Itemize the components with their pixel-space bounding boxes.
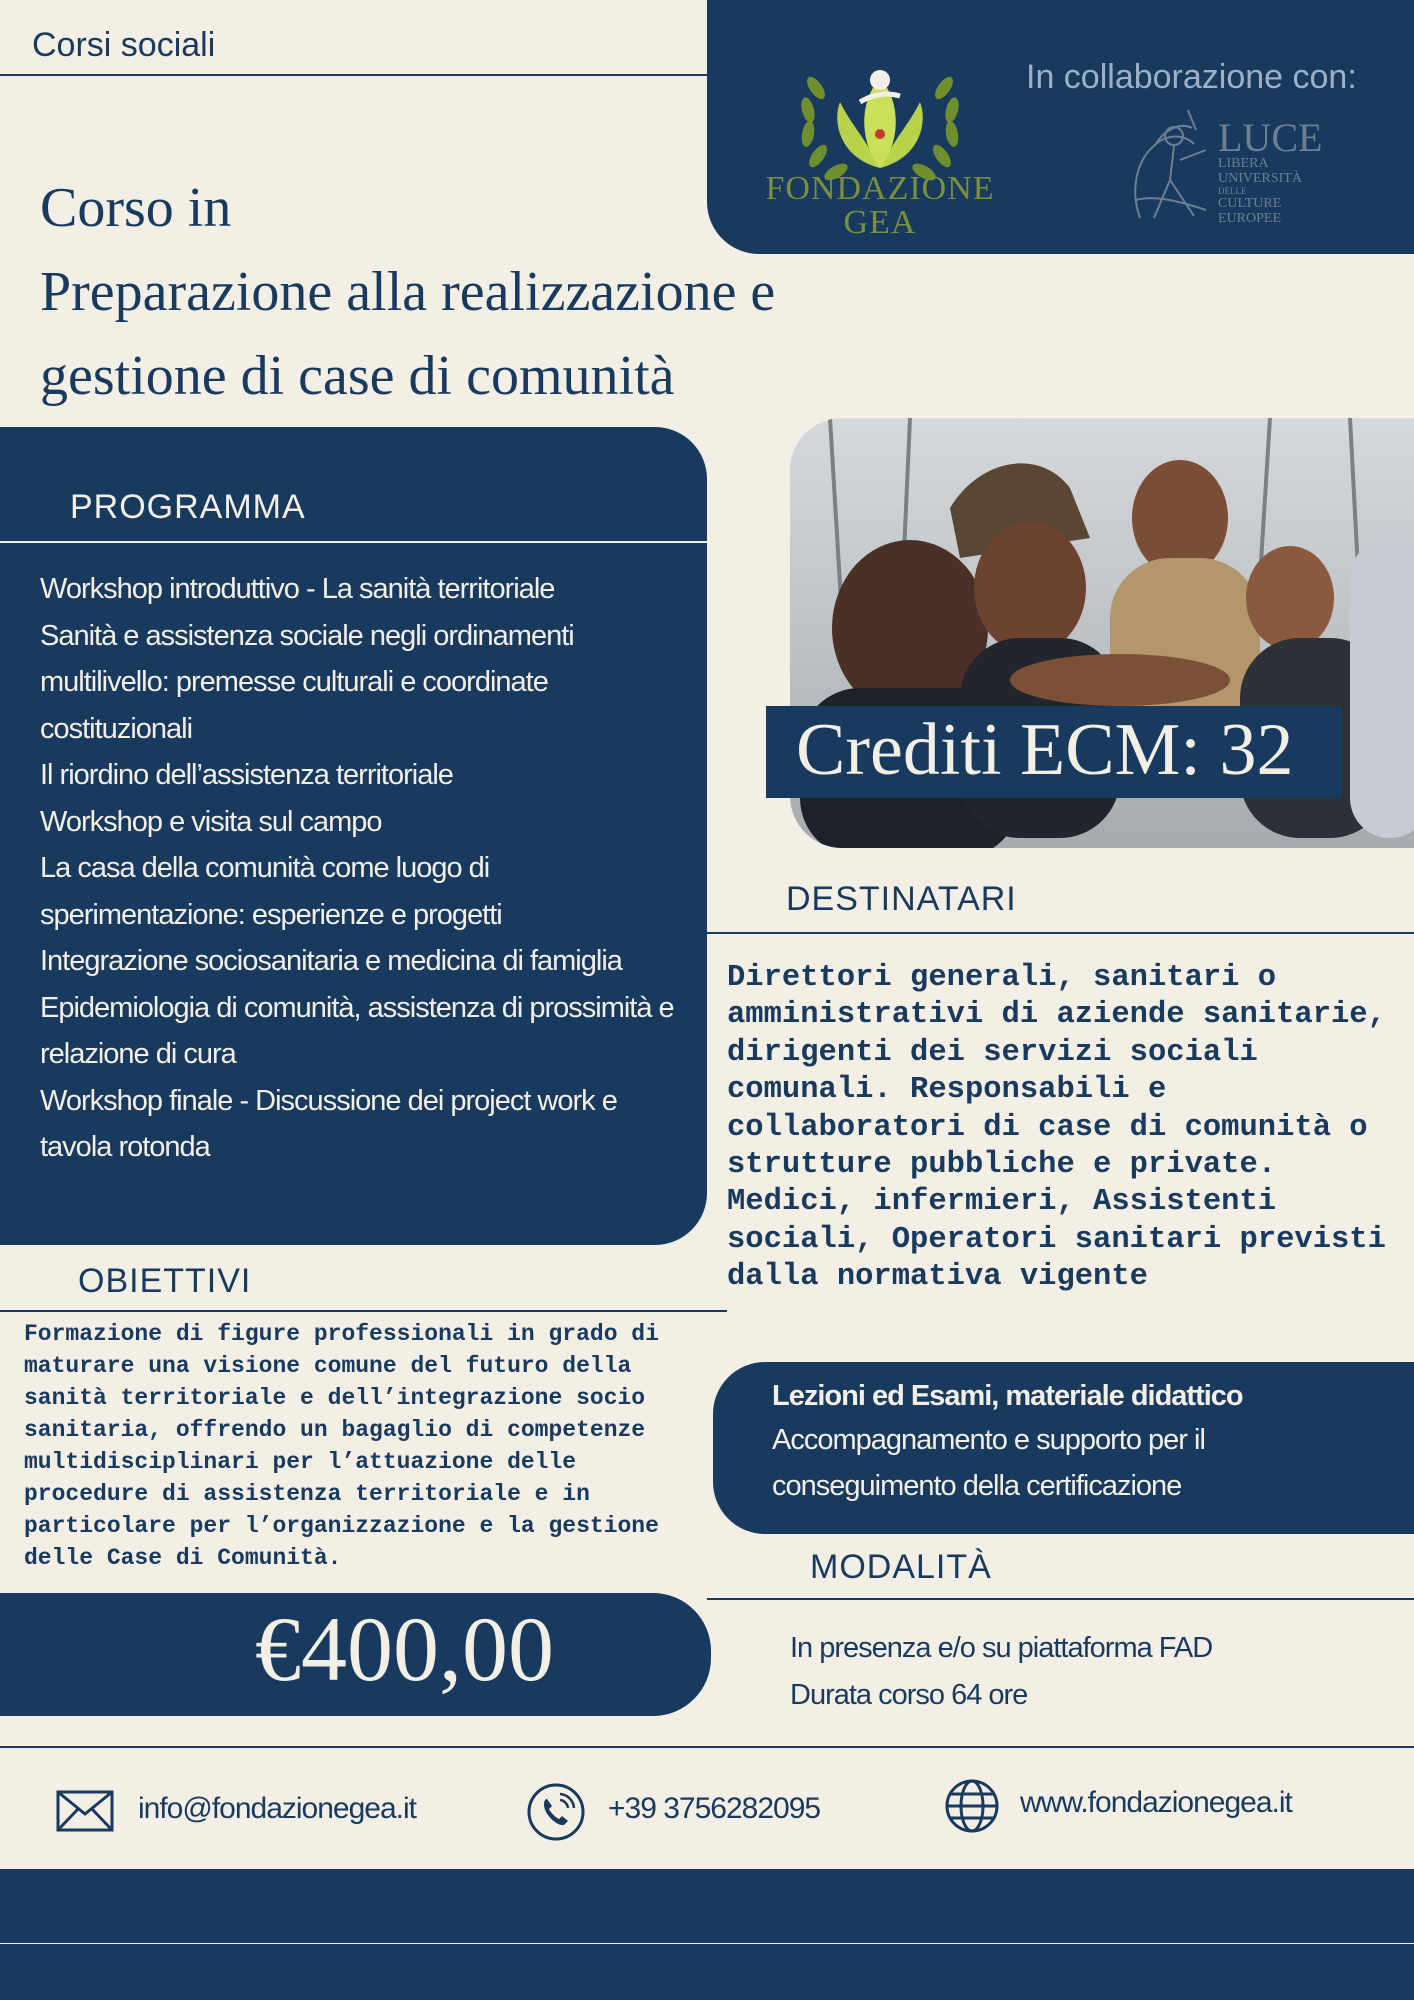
contacts-divider — [0, 1746, 1414, 1748]
ecm-credits-label: Crediti ECM: 32 — [796, 709, 1294, 791]
footer-band — [0, 1869, 1414, 2000]
modalita-line: Durata corso 64 ore — [790, 1679, 1028, 1711]
programma-item: Workshop e visita sul campo — [40, 805, 382, 838]
obiettivi-text: Formazione di figure professionali in grado di maturare una visione comune del futuro della sanità territoriale e dell’integrazione socio sanitaria, offrendo un bagaglio di competenze multidisciplinari per l’attuazione delle procedure di assistenza territoriale e in particolare per l’organizzazione e la gestione delle Case di Comunità. — [24, 1321, 659, 1571]
category-divider — [0, 74, 707, 76]
obiettivi-divider — [0, 1310, 727, 1312]
destinatari-divider — [707, 932, 1414, 934]
programma-list — [40, 566, 680, 1171]
programma-divider — [0, 541, 707, 543]
modalita-line: In presenza e/o su piattaforma FAD — [790, 1632, 1213, 1664]
obiettivi-heading: OBIETTIVI — [78, 1262, 252, 1300]
phone-link[interactable]: +39 3756282095 — [608, 1792, 821, 1825]
modalita-heading: MODALITÀ — [810, 1548, 992, 1586]
programma-heading: PROGRAMMA — [70, 488, 306, 526]
foundation-name: FONDAZIONE GEA — [765, 170, 995, 241]
destinatari-heading: DESTINATARI — [786, 880, 1017, 918]
programma-item: Epidemiologia di comunità, assistenza di prossimità e relazione di cura — [40, 991, 674, 1070]
lezioni-line: conseguimento della certificazione — [772, 1470, 1182, 1502]
course-title-line-2: Preparazione alla realizzazione e — [40, 261, 776, 323]
website-link[interactable]: www.fondazionegea.it — [1020, 1786, 1292, 1819]
envelope-icon — [56, 1790, 114, 1832]
partner-subtitle: LIBERA UNIVERSITÀ DELLE CULTURE EUROPEE — [1218, 156, 1302, 226]
programma-item: Il riordino dell’assistenza territoriale — [40, 759, 453, 791]
price-label: €400,00 — [255, 1598, 554, 1700]
destinatari-text: Direttori generali, sanitari o amministrativi di aziende sanitarie, dirigenti dei servizi sociali comunali. Responsabili e collaboratori di case di comunità o strutture pubbliche e private. Medici, infermieri, Assistenti sociali, Operatori sanitari previsti dalla normativa vigente — [727, 961, 1386, 1295]
lezioni-line: Accompagnamento e supporto per il — [772, 1424, 1205, 1456]
programma-item: Workshop finale - Discussione dei project work e tavola rotonda — [40, 1084, 617, 1163]
phone-icon — [526, 1782, 586, 1842]
modalita-divider — [707, 1598, 1414, 1600]
programma-item: Sanità e assistenza sociale negli ordinamenti multilivello: premesse culturali e coordinate costituzionali — [40, 619, 574, 745]
footer-divider — [0, 1943, 1414, 1944]
collaboration-label: In collaborazione con: — [1026, 58, 1357, 96]
partner-name: LUCE — [1218, 115, 1323, 160]
globe-icon — [944, 1778, 1000, 1834]
course-title-line-1: Corso in — [40, 177, 232, 239]
programma-item: La casa della comunità come luogo di sperimentazione: esperienze e progetti — [40, 852, 502, 931]
course-title-line-3: gestione di case di comunità — [40, 345, 675, 407]
email-link[interactable]: info@fondazionegea.it — [138, 1792, 417, 1825]
programma-item: Workshop introduttivo - La sanità territoriale — [40, 573, 555, 605]
category-label: Corsi sociali — [32, 26, 216, 64]
lezioni-title: Lezioni ed Esami, materiale didattico — [772, 1380, 1243, 1412]
programma-item: Integrazione sociosanitaria e medicina di famiglia — [40, 945, 622, 977]
